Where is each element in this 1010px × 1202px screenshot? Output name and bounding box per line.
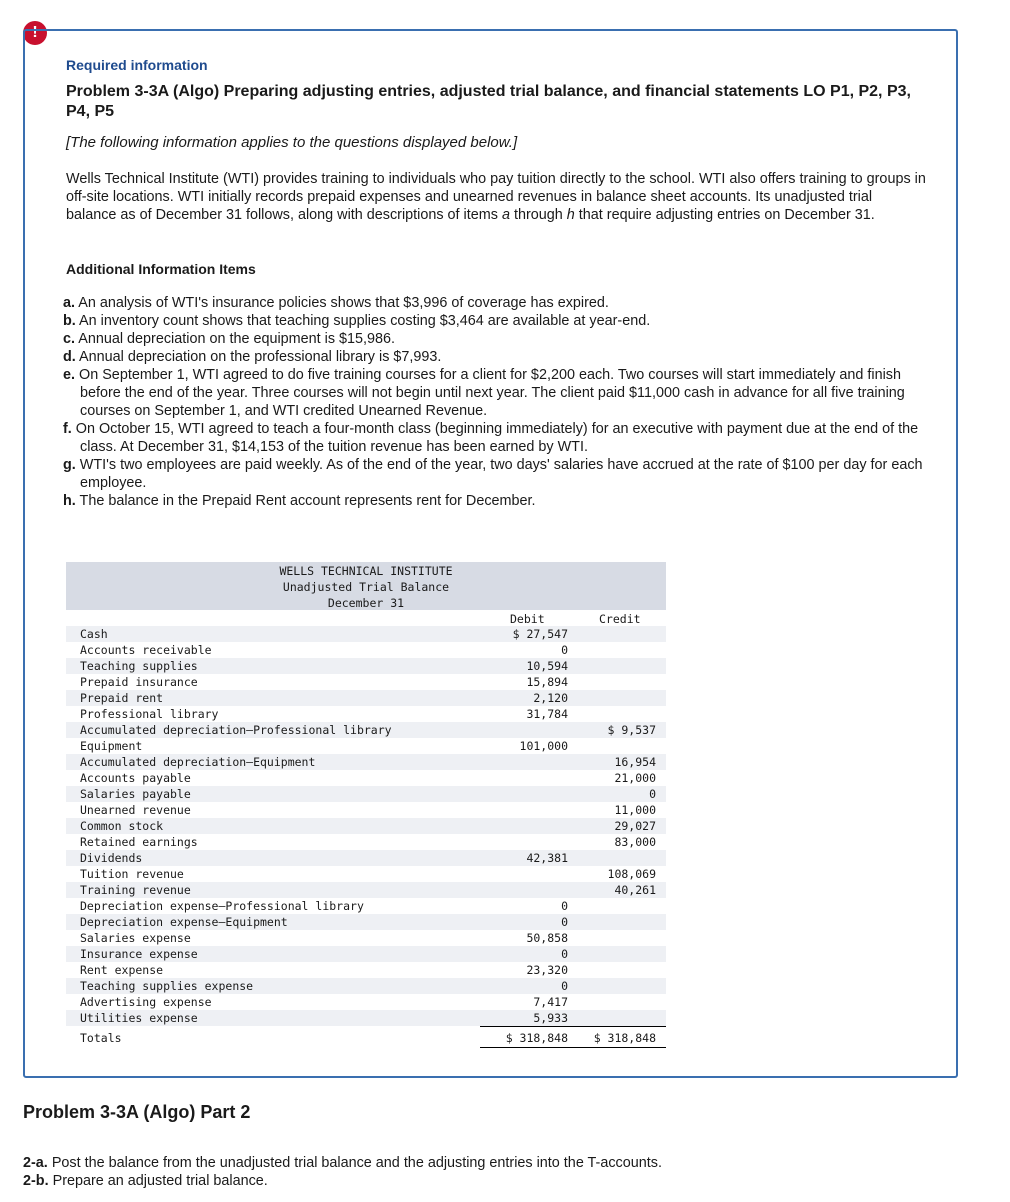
table-row [66,738,666,754]
table-row [66,1010,666,1026]
item-text: On September 1, WTI agreed to do five training courses for a client for $2,200 each. Two courses will start immediately and finish before the end of the year. Three courses will not begin until next year. The client paid $11,000 cash in advance for all five training courses on September 1, and WTI credited Unearned Revenue. [79,367,905,419]
item-text: WTI's two employees are paid weekly. As of the end of the year, two days' salaries have accrued at the rate of $100 per day for each employee. [79,457,923,491]
debit-header: Debit [510,612,545,626]
totals-top-rule [480,1026,666,1027]
account-name: Salaries payable [80,787,191,801]
debit-amount: 50,858 [526,931,568,945]
item-letter: h. [63,493,76,509]
total-credit: $ 318,848 [593,1031,656,1045]
table-row [66,802,666,818]
table-row [66,978,666,994]
step-id: 2-a. [23,1155,48,1171]
item-text: Annual depreciation on the equipment is $15,986. [78,331,396,347]
table-row [66,626,666,642]
credit-amount: 0 [649,787,656,801]
account-name: Professional library [80,707,219,721]
item-letter: g. [63,457,76,473]
account-name: Advertising expense [80,995,212,1009]
part2-step [23,1172,662,1190]
step-text: Post the balance from the unadjusted trial balance and the adjusting entries into the T-accounts. [51,1155,662,1171]
item-text: Annual depreciation on the professional library is $7,993. [79,349,442,365]
debit-amount: 5,933 [533,1011,568,1025]
account-name: Tuition revenue [80,867,184,881]
table-row [66,962,666,978]
debit-amount: 31,784 [526,707,568,721]
totals-label: Totals [80,1031,122,1045]
additional-info-item [63,492,923,510]
item-text: The balance in the Prepaid Rent account represents rent for December. [79,493,536,509]
table-row [66,930,666,946]
statement-name: Unadjusted Trial Balance [282,580,450,594]
debit-amount: $ 27,547 [512,627,568,641]
table-row [66,770,666,786]
credit-amount: 108,069 [607,867,656,881]
table-row [66,818,666,834]
debit-amount: 23,320 [526,963,568,977]
account-name: Teaching supplies [80,659,198,673]
additional-info-list [63,294,923,510]
item-letter: d. [63,349,76,365]
account-name: Equipment [80,739,143,753]
step-text: Prepare an adjusted trial balance. [52,1173,268,1189]
table-row [66,722,666,738]
account-name: Dividends [80,851,143,865]
account-name: Common stock [80,819,164,833]
account-name: Prepaid insurance [80,675,198,689]
debit-amount: 7,417 [533,995,568,1009]
account-name: Accounts payable [80,771,191,785]
account-name: Teaching supplies expense [80,979,254,993]
table-row [66,882,666,898]
item-text: An analysis of WTI's insurance policies shows that $3,996 of coverage has expired. [78,295,609,311]
account-name: Depreciation expense—Equipment [80,915,288,929]
table-row [66,706,666,722]
account-name: Depreciation expense—Professional library [80,899,364,913]
table-row [66,994,666,1010]
required-information-label: Required information [66,57,208,73]
trial-balance-header [66,562,666,610]
debit-amount: 101,000 [519,739,568,753]
table-row [66,898,666,914]
debit-amount: 15,894 [526,675,568,689]
additional-info-item [63,456,923,492]
table-row [66,658,666,674]
totals-bottom-rule [480,1047,666,1048]
part2-steps [23,1154,662,1190]
additional-info-item [63,294,923,312]
account-name: Training revenue [80,883,191,897]
totals-row [66,1026,666,1048]
account-name: Accounts receivable [80,643,212,657]
problem-title: Problem 3-3A (Algo) Preparing adjusting entries, adjusted trial balance, and financial statements LO P1, P2, P3, P4, P5 [66,83,911,120]
intro-note: [The following information applies to the questions displayed below.] [66,134,518,151]
table-row [66,754,666,770]
additional-info-item [63,366,923,420]
account-name: Accumulated depreciation—Professional library [80,723,392,737]
additional-info-heading: Additional Information Items [66,261,256,277]
debit-amount: 0 [561,643,568,657]
company-name: WELLS TECHNICAL INSTITUTE [279,564,453,578]
problem-description: Wells Technical Institute (WTI) provides training to individuals who pay tuition directly to the school. WTI also offers training to groups in off-site locations. WTI initially records prepaid expenses and unearned revenues in balance sheet accounts. Its unadjusted trial balance as of December 31 follows, along with descriptions of items a through h that require adjusting entries on December 31. [66,171,926,223]
account-name: Utilities expense [80,1011,198,1025]
table-row [66,850,666,866]
account-name: Unearned revenue [80,803,191,817]
item-letter: c. [63,331,76,347]
item-text: An inventory count shows that teaching supplies costing $3,464 are available at year-end. [79,313,651,329]
item-letter: e. [63,367,76,383]
part2-title: Problem 3-3A (Algo) Part 2 [23,1102,251,1122]
account-name: Rent expense [80,963,164,977]
credit-amount: 16,954 [614,755,656,769]
item-text: On October 15, WTI agreed to teach a four-month class (beginning immediately) for an executive with payment due at the end of the class. At December 31, $14,153 of the tuition revenue has been earned by WTI. [75,421,919,455]
table-row [66,786,666,802]
account-name: Cash [80,627,108,641]
debit-amount: 10,594 [526,659,568,673]
step-id: 2-b. [23,1173,49,1189]
trial-balance-rows [66,626,666,1026]
credit-amount: 40,261 [614,883,656,897]
additional-info-item [63,312,923,330]
account-name: Insurance expense [80,947,198,961]
account-name: Accumulated depreciation—Equipment [80,755,316,769]
debit-amount: 42,381 [526,851,568,865]
credit-amount: 83,000 [614,835,656,849]
credit-amount: 21,000 [614,771,656,785]
debit-amount: 0 [561,899,568,913]
trial-balance-table [66,562,666,1048]
account-name: Retained earnings [80,835,198,849]
alert-icon: ! [23,21,47,45]
additional-info-item [63,330,923,348]
debit-amount: 0 [561,979,568,993]
debit-amount: 0 [561,947,568,961]
additional-info-item [63,348,923,366]
item-letter: b. [63,313,76,329]
part2-step [23,1154,662,1172]
table-row [66,866,666,882]
debit-amount: 2,120 [533,691,568,705]
credit-header: Credit [599,612,641,626]
table-row [66,914,666,930]
credit-amount: 11,000 [614,803,656,817]
table-row [66,674,666,690]
table-row [66,642,666,658]
table-row [66,690,666,706]
column-headers [66,610,666,626]
debit-amount: 0 [561,915,568,929]
statement-date: December 31 [327,596,405,610]
account-name: Prepaid rent [80,691,164,705]
credit-amount: $ 9,537 [607,723,656,737]
table-row [66,834,666,850]
additional-info-item [63,420,923,456]
account-name: Salaries expense [80,931,191,945]
item-letter: f. [63,421,72,437]
credit-amount: 29,027 [614,819,656,833]
total-debit: $ 318,848 [505,1031,568,1045]
table-row [66,946,666,962]
item-letter: a. [63,295,76,311]
